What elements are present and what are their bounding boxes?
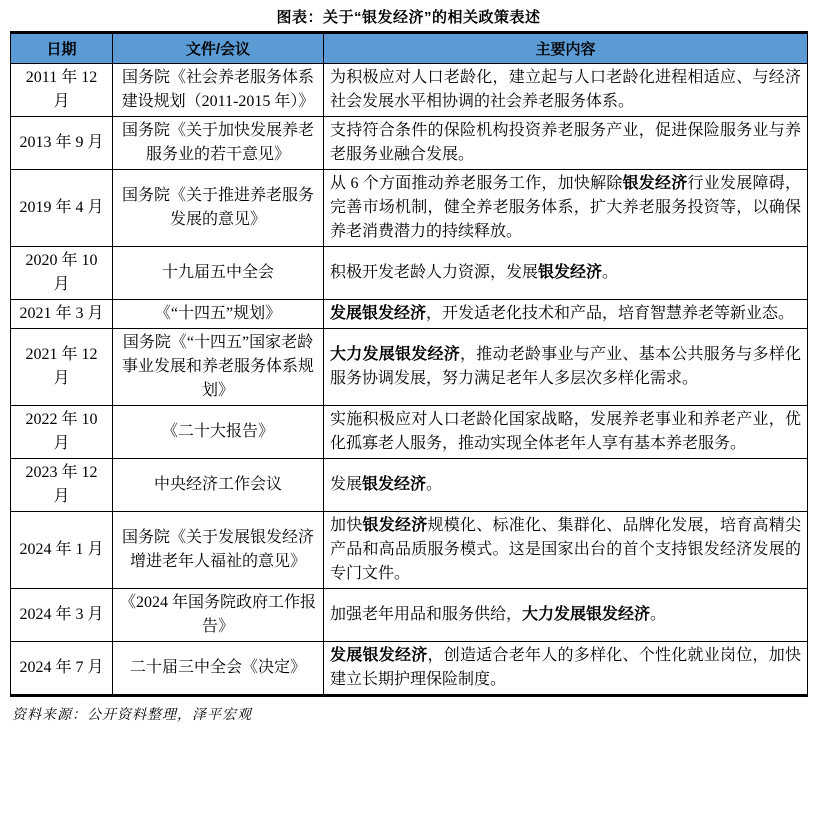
policy-text: 支持符合条件的保险机构投资养老服务产业，促进保险服务业与养老服务业融合发展。 bbox=[330, 122, 801, 163]
document-cell: 《2024 年国务院政府工作报告》 bbox=[113, 589, 324, 642]
document-cell: 国务院《关于发展银发经济增进老年人福祉的意见》 bbox=[113, 512, 324, 589]
table-row bbox=[11, 406, 808, 459]
date-cell: 2021 年 3 月 bbox=[11, 300, 113, 329]
date-cell: 2024 年 1 月 bbox=[11, 512, 113, 589]
policy-text: 加快 bbox=[330, 517, 363, 534]
content-cell bbox=[324, 406, 808, 459]
date-cell: 2019 年 4 月 bbox=[11, 170, 113, 247]
content-cell bbox=[324, 589, 808, 642]
content-cell bbox=[324, 459, 808, 512]
policy-text: ，推动老龄事业与产业、基本公共服务与多样化服务协调发展，努力满足老年人多层次多样化需求。 bbox=[330, 346, 801, 387]
highlighted-policy-text: 银发经济 bbox=[622, 175, 688, 192]
highlighted-policy-text: 银发经济 bbox=[362, 476, 427, 493]
date-cell: 2023 年 12 月 bbox=[11, 459, 113, 512]
header-date: 日期 bbox=[11, 33, 113, 64]
document-cell: 国务院《关于加快发展养老服务业的若干意见》 bbox=[113, 117, 324, 170]
policy-text: 实施积极应对人口老龄化国家战略，发展养老事业和养老产业，优化孤寡老人服务，推动实现全体老年人享有基本养老服务。 bbox=[330, 411, 801, 452]
document-cell: 《“十四五”规划》 bbox=[113, 300, 324, 329]
content-cell bbox=[324, 64, 808, 117]
content-cell bbox=[324, 642, 808, 696]
date-cell: 2024 年 3 月 bbox=[11, 589, 113, 642]
date-cell: 2011 年 12 月 bbox=[11, 64, 113, 117]
content-cell bbox=[324, 247, 808, 300]
highlighted-policy-text: 银发经济 bbox=[362, 517, 428, 534]
date-cell: 2013 年 9 月 bbox=[11, 117, 113, 170]
highlighted-policy-text: 大力发展银发经济 bbox=[522, 606, 651, 623]
table-row bbox=[11, 247, 808, 300]
document-cell: 《二十大报告》 bbox=[113, 406, 324, 459]
content-cell bbox=[324, 117, 808, 170]
table-row bbox=[11, 64, 808, 117]
header-row bbox=[11, 33, 808, 64]
header-document: 文件/会议 bbox=[113, 33, 324, 64]
policy-text: 发展 bbox=[330, 476, 363, 493]
policy-text: 从 6 个方面推动养老服务工作，加快解除 bbox=[330, 175, 623, 192]
content-cell bbox=[324, 170, 808, 247]
policy-text: 。 bbox=[650, 606, 667, 623]
table-row bbox=[11, 459, 808, 512]
highlighted-policy-text: 银发经济 bbox=[538, 264, 603, 281]
table-row bbox=[11, 329, 808, 406]
policy-text: 规模化、标准化、集群化、品牌化发展，培育高精尖产品和高品质服务模式。这是国家出台的首个支持银发经济发展的专门文件。 bbox=[330, 517, 801, 582]
date-cell: 2024 年 7 月 bbox=[11, 642, 113, 696]
document-cell: 国务院《关于推进养老服务发展的意见》 bbox=[113, 170, 324, 247]
source-note: 资料来源：公开资料整理，泽平宏观 bbox=[12, 708, 252, 723]
table-row bbox=[11, 117, 808, 170]
content-cell bbox=[324, 329, 808, 406]
policy-table bbox=[10, 31, 808, 697]
policy-text: ，开发适老化技术和产品，培育智慧养老等新业态。 bbox=[426, 305, 795, 322]
policy-text: 加强老年用品和服务供给， bbox=[330, 606, 523, 623]
content-cell bbox=[324, 300, 808, 329]
document-cell: 二十届三中全会《决定》 bbox=[113, 642, 324, 696]
policy-text: 。 bbox=[426, 476, 443, 493]
highlighted-policy-text: 大力发展银发经济 bbox=[330, 346, 460, 363]
highlighted-policy-text: 发展银发经济 bbox=[330, 647, 428, 664]
document-cell: 国务院《社会养老服务体系建设规划（2011-2015 年）》 bbox=[113, 64, 324, 117]
date-cell: 2022 年 10 月 bbox=[11, 406, 113, 459]
document-cell: 中央经济工作会议 bbox=[113, 459, 324, 512]
date-cell: 2020 年 10 月 bbox=[11, 247, 113, 300]
table-body bbox=[11, 64, 808, 696]
table-row bbox=[11, 512, 808, 589]
page-title: 图表：关于“银发经济”的相关政策表述 bbox=[276, 9, 541, 26]
table-row bbox=[11, 642, 808, 696]
policy-text: 为积极应对人口老龄化，建立起与人口老龄化进程相适应、与经济社会发展水平相协调的社会养老服务体系。 bbox=[330, 69, 801, 110]
policy-text: 积极开发老龄人力资源，发展 bbox=[330, 264, 539, 281]
table-row bbox=[11, 300, 808, 329]
table-row bbox=[11, 589, 808, 642]
document-cell: 国务院《“十四五”国家老龄事业发展和养老服务体系规划》 bbox=[113, 329, 324, 406]
policy-text: 。 bbox=[602, 264, 619, 281]
date-cell: 2021 年 12 月 bbox=[11, 329, 113, 406]
policy-text: ，创造适合老年人的多样化、个性化就业岗位，加快建立长期护理保险制度。 bbox=[330, 647, 801, 688]
highlighted-policy-text: 发展银发经济 bbox=[330, 305, 427, 322]
policy-text: 行业发展障碍，完善市场机制，健全养老服务体系，扩大养老服务投资等，以确保养老消费潜力的持续释放。 bbox=[330, 175, 801, 240]
table-row bbox=[11, 170, 808, 247]
document-cell: 十九届五中全会 bbox=[113, 247, 324, 300]
header-main-content: 主要内容 bbox=[324, 33, 808, 64]
content-cell bbox=[324, 512, 808, 589]
